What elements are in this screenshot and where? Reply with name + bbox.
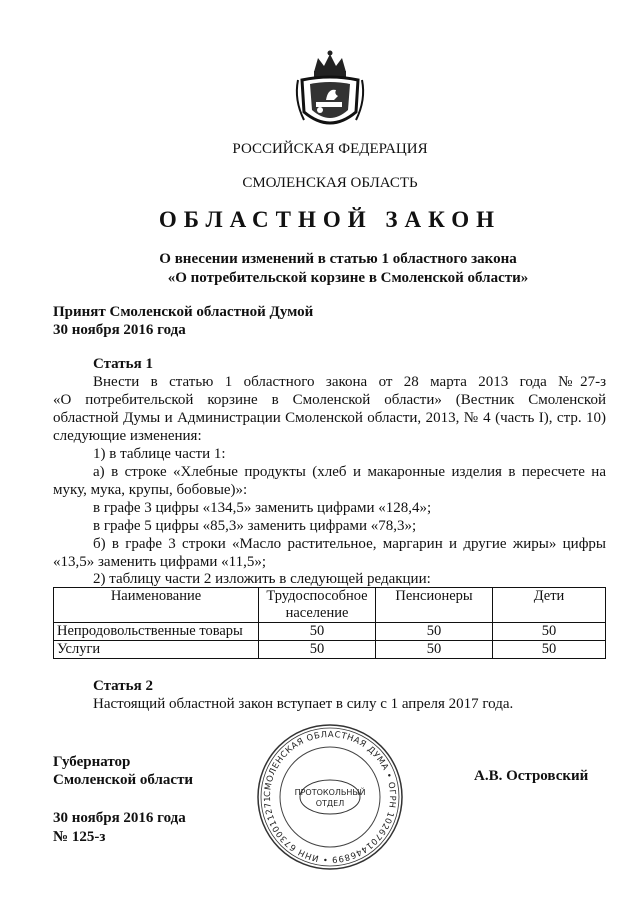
table-row <box>54 641 606 659</box>
table-cell: 50 <box>376 641 493 659</box>
table-row <box>54 623 606 641</box>
article1-line: «О потребительской корзине в Смоленской области» (Вестник Смоленской <box>53 392 606 408</box>
article1-line: следующие изменения: <box>53 428 202 444</box>
title-line-2: «О потребительской корзине в Смоленской области» <box>167 270 529 286</box>
signing-date: 30 ноября 2016 года <box>53 810 186 826</box>
table-header-row <box>54 588 606 623</box>
title-line-1: О внесении изменений в статью 1 областного закона <box>159 251 517 267</box>
stamp-ring-text: СМОЛЕНСКАЯ ОБЛАСТНАЯ ДУМА • ОГРН 1026701446899 • ИНН 6730011271 <box>262 729 398 865</box>
signatory-name: А.В. Островский <box>474 768 589 784</box>
adopted-line-2: 30 ноября 2016 года <box>53 322 186 338</box>
table-header-cell: Трудоспособное население <box>259 588 376 623</box>
table-cell: Непродовольственные товары <box>54 623 259 641</box>
table-header-cell: Пенсионеры <box>376 588 493 623</box>
article1-line: 1) в таблице части 1: <box>93 446 226 462</box>
signatory-position: Губернатор <box>53 754 131 770</box>
adopted-line-1: Принят Смоленской областной Думой <box>53 304 314 320</box>
table-cell: 50 <box>259 623 376 641</box>
consumer-basket-table <box>53 587 606 659</box>
region-heading: СМОЛЕНСКАЯ ОБЛАСТЬ <box>242 175 418 191</box>
article2-text: Настоящий областной закон вступает в силу с 1 апреля 2017 года. <box>93 696 514 712</box>
coat-of-arms <box>290 50 370 134</box>
table-header-cell: Наименование <box>54 588 259 623</box>
article1-line: 2) таблицу части 2 изложить в следующей редакции: <box>93 571 431 587</box>
table-cell: 50 <box>493 623 606 641</box>
table-cell: 50 <box>376 623 493 641</box>
table-cell: 50 <box>493 641 606 659</box>
stamp-center-line-2: ОТДЕЛ <box>315 799 345 808</box>
article1-line: б) в графе 3 строки «Масло растительное, маргарин и другие жиры» цифры <box>93 536 606 552</box>
stamp-center-line-1: ПРОТОКОЛЬНЫЙ <box>294 788 366 797</box>
table-cell: 50 <box>259 641 376 659</box>
document-type: ОБЛАСТНОЙ ЗАКОН <box>158 207 502 232</box>
article1-line: «13,5» заменить цифрами «11,5»; <box>53 554 266 570</box>
table-cell: Услуги <box>54 641 259 659</box>
article2-heading: Статья 2 <box>93 678 153 694</box>
law-number: № 125-з <box>53 829 106 845</box>
country-heading: РОССИЙСКАЯ ФЕДЕРАЦИЯ <box>232 141 428 157</box>
signatory-region: Смоленской области <box>53 772 194 788</box>
article1-line: муку, мука, крупы, бобовые)»: <box>53 482 248 498</box>
article1-line: а) в строке «Хлебные продукты (хлеб и макаронные изделия в пересчете на <box>93 464 606 480</box>
article1-line: в графе 3 цифры «134,5» заменить цифрами «128,4»; <box>93 500 432 516</box>
article1-heading: Статья 1 <box>93 356 153 372</box>
article1-line: в графе 5 цифры «85,3» заменить цифрами «78,3»; <box>93 518 417 534</box>
table-header-cell: Дети <box>493 588 606 623</box>
article1-line: областной Думы и Администрации Смоленской области, 2013, № 4 (часть I), стр. 10) <box>53 410 606 426</box>
official-stamp <box>255 722 405 872</box>
article1-line: Внести в статью 1 областного закона от 28 марта 2013 года №27-з <box>93 374 606 390</box>
